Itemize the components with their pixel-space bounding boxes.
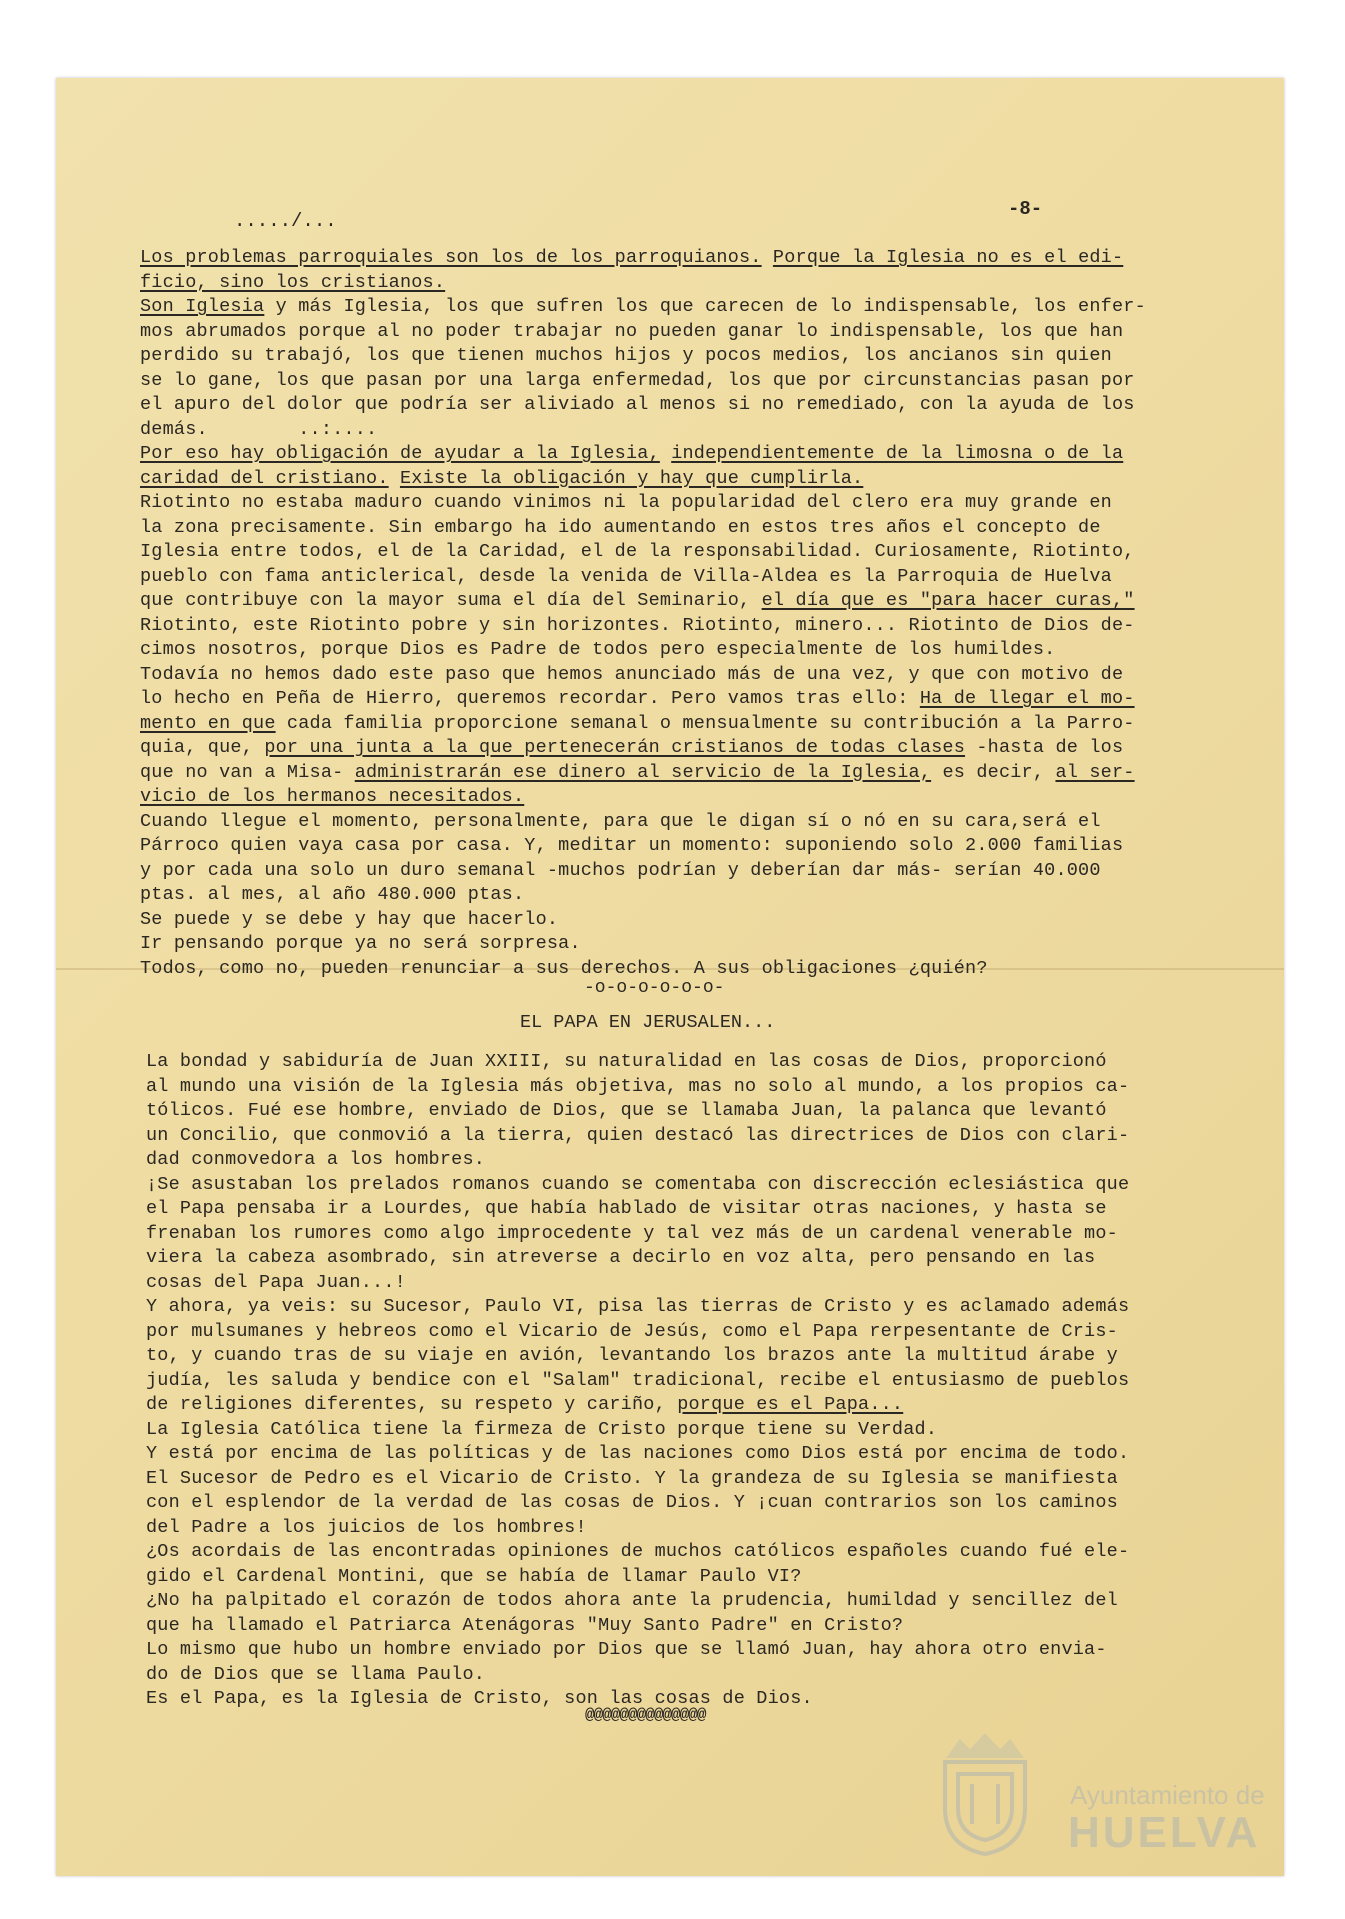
text-segment: dad conmovedora a los hombres. <box>146 1149 486 1170</box>
text-segment: Todavía no hemos dado este paso que hemos anunciado más de una vez, y que con motivo de <box>140 663 1124 685</box>
text-segment <box>389 468 400 489</box>
underlined-text: Existe la obligación y hay que cumplirla. <box>399 467 864 489</box>
text-line <box>140 761 1180 786</box>
text-segment: La Iglesia Católica tiene la firmeza de Cristo porque tiene su Verdad. <box>146 1418 938 1440</box>
text-line <box>140 540 1180 565</box>
underlined-text: vicio de los hermanos necesitados. <box>140 786 525 807</box>
text-line <box>140 393 1180 418</box>
text-line <box>146 1124 1186 1149</box>
text-segment: Párroco quien vaya casa por casa. Y, meditar un momento: suponiendo solo 2.000 familias <box>140 835 1124 856</box>
text-segment: demás. ..:.... <box>140 418 378 440</box>
text-segment: Se puede y se debe y hay que hacerlo. <box>140 908 559 930</box>
section-title: EL PAPA EN JERUSALEN... <box>520 1012 776 1033</box>
text-line <box>140 736 1180 761</box>
underlined-text: al ser- <box>1055 761 1135 783</box>
underlined-text: Son Iglesia <box>140 296 265 317</box>
continuation-marker: ...../... <box>234 210 337 232</box>
watermark-line-2: HUELVA <box>1068 1808 1261 1857</box>
text-line <box>140 418 1180 443</box>
text-segment: es decir, <box>931 761 1056 783</box>
text-segment: Lo mismo que hubo un hombre enviado por Dios que se llamó Juan, hay ahora otro envia- <box>146 1639 1107 1660</box>
text-segment: de religiones diferentes, su respeto y cariño, <box>146 1394 678 1415</box>
text-segment: el apuro del dolor que podría ser aliviado al menos si no remediado, con la ayuda de los <box>140 394 1135 415</box>
parish-problems-section <box>140 246 1180 981</box>
text-segment: del Padre a los juicios de los hombres! <box>146 1516 587 1538</box>
text-line <box>140 785 1180 810</box>
underlined-text: porque es el Papa... <box>677 1394 904 1415</box>
text-line <box>146 1099 1186 1124</box>
text-segment: la zona precisamente. Sin embargo ha ido aumentando en estos tres años el concepto de <box>140 516 1101 538</box>
text-line <box>140 467 1180 492</box>
text-segment: pueblo con fama anticlerical, desde la venida de Villa-Aldea es la Parroquia de Huelva <box>140 565 1112 587</box>
text-line <box>146 1442 1186 1467</box>
text-line <box>146 1418 1186 1443</box>
text-segment: al mundo una visión de la Iglesia más objetiva, mas no solo al mundo, a los propios ca- <box>146 1075 1130 1097</box>
text-segment: que contribuye con la mayor suma el día del Seminario, <box>140 590 762 611</box>
text-line <box>146 1197 1186 1222</box>
underlined-text: Los problemas parroquiales son los de los parroquianos. <box>140 247 762 268</box>
underlined-text: Ha de llegar el mo- <box>919 688 1135 709</box>
text-line <box>146 1320 1186 1345</box>
text-segment: Iglesia entre todos, el de la Caridad, el de la responsabilidad. Curiosamente, Riotinto, <box>140 541 1135 562</box>
text-segment: cosas del Papa Juan...! <box>146 1271 406 1293</box>
text-line <box>146 1344 1186 1369</box>
text-line <box>146 1050 1186 1075</box>
text-line <box>140 491 1180 516</box>
text-segment: Ir pensando porque ya no será sorpresa. <box>140 933 581 954</box>
text-segment: tólicos. Fué ese hombre, enviado de Dios, que se llamaba Juan, la palanca que levantó <box>146 1100 1107 1121</box>
watermark-line-1: Ayuntamiento de <box>1070 1780 1265 1810</box>
page-number: -8- <box>1008 198 1043 220</box>
text-line <box>146 1222 1186 1247</box>
text-segment: gido el Cardenal Montini, que se había de llamar Paulo VI? <box>146 1565 802 1587</box>
text-segment: Riotinto, este Riotinto pobre y sin horizontes. Riotinto, minero... Riotinto de Dios de- <box>140 614 1135 636</box>
text-line <box>146 1540 1186 1565</box>
underlined-text: caridad del cristiano. <box>140 467 389 489</box>
text-segment: el Papa pensaba ir a Lourdes, que había hablado de visitar otras naciones, y hasta se <box>146 1198 1107 1219</box>
text-segment: frenaban los rumores como algo improcedente y tal vez más de un cardenal venerable mo- <box>146 1222 1118 1244</box>
text-line <box>140 834 1180 859</box>
text-line <box>140 687 1180 712</box>
text-segment: cimos nosotros, porque Dios es Padre de todos pero especialmente de los humildes. <box>140 639 1056 660</box>
underlined-text: Porque la Iglesia no es el edi- <box>772 247 1124 268</box>
text-line <box>146 1565 1186 1590</box>
text-line <box>146 1075 1186 1100</box>
underlined-text: ficio, sino los cristianos. <box>140 271 446 293</box>
text-line <box>140 295 1180 320</box>
text-line <box>140 271 1180 296</box>
text-segment: y más Iglesia, los que sufren los que carecen de lo indispensable, los enfer- <box>264 296 1146 317</box>
text-line <box>140 712 1180 737</box>
text-segment: Y está por encima de las políticas y de las naciones como Dios está por encima de todo. <box>146 1443 1130 1464</box>
pope-jerusalem-section <box>146 1050 1186 1712</box>
text-segment: quia, que, <box>140 737 265 758</box>
text-line <box>140 442 1180 467</box>
text-line <box>146 1491 1186 1516</box>
text-line <box>146 1393 1186 1418</box>
text-line <box>140 663 1180 688</box>
text-segment: Todos, como no, pueden renunciar a sus derechos. A sus obligaciones ¿quién? <box>140 957 988 979</box>
text-segment: La bondad y sabiduría de Juan XXIII, su naturalidad en las cosas de Dios, proporcionó <box>146 1051 1107 1072</box>
text-line <box>140 344 1180 369</box>
text-segment: un Concilio, que conmovió a la tierra, quien destacó las directrices de Dios con clari- <box>146 1124 1130 1146</box>
text-line <box>140 565 1180 590</box>
text-line <box>140 614 1180 639</box>
text-line <box>146 1614 1186 1639</box>
text-segment: ptas. al mes, al año 480.000 ptas. <box>140 884 525 905</box>
text-line <box>140 246 1180 271</box>
end-mark: @@@@@@@@@@@@@@ <box>585 1706 706 1724</box>
text-line <box>146 1246 1186 1271</box>
text-line <box>140 589 1180 614</box>
underlined-text: por una junta a la que pertenecerán cristianos de todas clases <box>264 737 966 758</box>
text-line <box>140 932 1180 957</box>
text-segment: do de Dios que se llama Paulo. <box>146 1663 486 1685</box>
text-segment: cada familia proporcione semanal o mensualmente su contribución a la Parro- <box>275 712 1135 734</box>
text-segment: mos abrumados porque al no poder trabajar no pueden ganar lo indispensable, los que han <box>140 320 1124 342</box>
text-line <box>140 516 1180 541</box>
text-segment: lo hecho en Peña de Hierro, queremos recordar. Pero vamos tras ello: <box>140 688 920 709</box>
text-line <box>146 1173 1186 1198</box>
underlined-text: mento en que <box>140 712 276 734</box>
text-line <box>140 810 1180 835</box>
text-segment: ¿Os acordais de las encontradas opiniones de muchos católicos españoles cuando fué ele- <box>146 1541 1130 1562</box>
text-segment: que no van a Misa- <box>140 761 355 783</box>
text-line <box>146 1271 1186 1296</box>
text-line <box>140 883 1180 908</box>
text-line <box>140 859 1180 884</box>
text-segment: El Sucesor de Pedro es el Vicario de Cristo. Y la grandeza de su Iglesia se manifiesta <box>146 1467 1118 1489</box>
section-separator: -o-o-o-o-o-o- <box>584 978 725 998</box>
text-line <box>140 320 1180 345</box>
coat-of-arms-icon <box>930 1728 1040 1858</box>
text-line <box>146 1663 1186 1688</box>
text-segment: se lo gane, los que pasan por una larga enfermedad, los que por circunstancias pasan por <box>140 369 1135 391</box>
text-segment: Es el Papa, es la Iglesia de Cristo, son las cosas de Dios. <box>146 1688 813 1709</box>
text-segment: ¡Se asustaban los prelados romanos cuando se comentaba con discrección eclesiástica que <box>146 1173 1130 1195</box>
text-line <box>146 1148 1186 1173</box>
text-segment: Riotinto no estaba maduro cuando vinimos ni la popularidad del clero era muy grande en <box>140 492 1112 513</box>
text-segment: que ha llamado el Patriarca Atenágoras "Muy Santo Padre" en Cristo? <box>146 1614 904 1636</box>
text-line <box>146 1467 1186 1492</box>
text-segment: por mulsumanes y hebreos como el Vicario de Jesús, como el Papa rerpesentante de Cris- <box>146 1320 1118 1342</box>
underlined-text: administrarán ese dinero al servicio de la Iglesia, <box>354 761 932 783</box>
underlined-text: independientemente de la limosna o de la <box>671 443 1124 464</box>
text-segment: con el esplendor de la verdad de las cosas de Dios. Y ¡cuan contrarios son los caminos <box>146 1492 1118 1513</box>
text-segment: viera la cabeza asombrado, sin atreverse a decirlo en voz alta, pero pensando en las <box>146 1247 1096 1268</box>
text-segment: Y ahora, ya veis: su Sucesor, Paulo VI, pisa las tierras de Cristo y es aclamado además <box>146 1296 1130 1317</box>
text-segment <box>660 443 671 464</box>
text-segment: judía, les saluda y bendice con el "Salam" tradicional, recibe el entusiasmo de pueblos <box>146 1369 1130 1391</box>
text-segment: ¿No ha palpitado el corazón de todos ahora ante la prudencia, humildad y sencillez del <box>146 1590 1118 1611</box>
text-line <box>146 1589 1186 1614</box>
text-line <box>146 1369 1186 1394</box>
text-line <box>140 638 1180 663</box>
text-segment: perdido su trabajó, los que tienen muchos hijos y pocos medios, los ancianos sin quien <box>140 345 1112 366</box>
huelva-watermark <box>930 1728 1270 1858</box>
text-line <box>146 1516 1186 1541</box>
text-line <box>146 1638 1186 1663</box>
text-segment: Cuando llegue el momento, personalmente, para que le digan sí o nó en su cara,será el <box>140 810 1101 832</box>
text-line <box>140 369 1180 394</box>
text-line <box>146 1295 1186 1320</box>
text-segment <box>762 247 773 268</box>
text-segment: y por cada una solo un duro semanal -muchos podrían y deberían dar más- serían 40.000 <box>140 859 1101 881</box>
text-line <box>140 908 1180 933</box>
text-segment: -hasta de los <box>965 737 1124 758</box>
underlined-text: el día que es "para hacer curas," <box>761 590 1135 611</box>
underlined-text: Por eso hay obligación de ayudar a la Iglesia, <box>140 443 660 464</box>
text-segment: to, y cuando tras de su viaje en avión, levantando los brazos ante la multitud árabe y <box>146 1345 1118 1366</box>
